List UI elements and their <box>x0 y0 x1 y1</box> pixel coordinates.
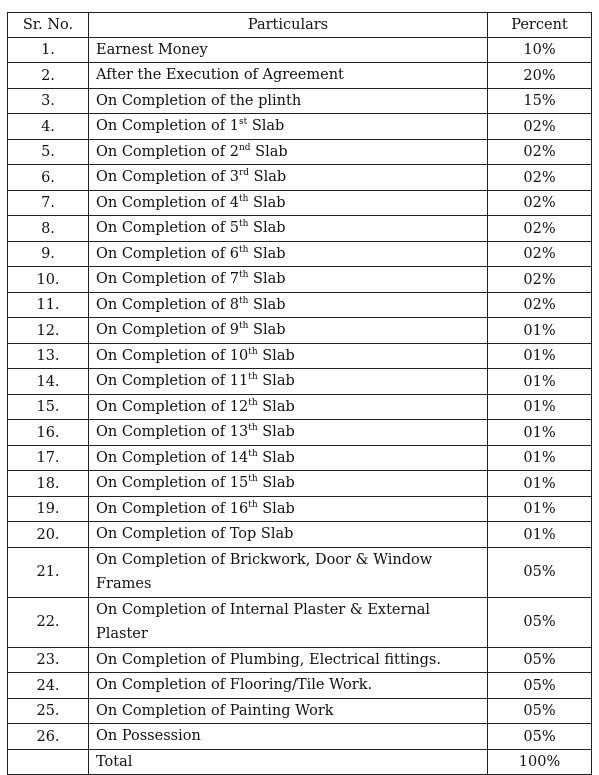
percent-cell: 01% <box>488 522 592 548</box>
particulars-cell <box>89 190 488 216</box>
particulars-text: On Completion of 5 <box>96 220 239 237</box>
particulars-cell <box>89 37 488 63</box>
particulars-cell <box>89 394 488 420</box>
particulars-text: On Completion of 9 <box>96 322 239 339</box>
particulars-cell <box>89 267 488 293</box>
particulars-text-suffix: Slab <box>257 500 295 517</box>
particulars-cell <box>89 88 488 114</box>
particulars-text: On Completion of 4 <box>96 194 239 211</box>
sr-no-cell: 23. <box>8 647 89 673</box>
percent-cell: 01% <box>488 369 592 395</box>
ordinal-suffix: th <box>238 321 249 332</box>
ordinal-suffix: th <box>238 244 249 255</box>
percent-cell: 02% <box>488 114 592 140</box>
particulars-text-suffix: Slab <box>257 475 295 492</box>
table-row <box>8 547 592 597</box>
particulars-text: On Completion of 13 <box>96 424 249 441</box>
table-row <box>8 216 592 242</box>
sr-no-cell: 1. <box>8 37 89 63</box>
table-row <box>8 63 592 89</box>
total-row <box>8 749 592 775</box>
percent-cell: 01% <box>488 394 592 420</box>
sr-no-cell: 18. <box>8 471 89 497</box>
table-row <box>8 267 592 293</box>
particulars-text: On Completion of 10 <box>96 347 249 364</box>
particulars-text: On Completion of 8 <box>96 296 239 313</box>
sr-no-cell: 14. <box>8 369 89 395</box>
header-percent: Percent <box>488 13 592 38</box>
ordinal-suffix: nd <box>238 142 251 153</box>
percent-cell: 01% <box>488 445 592 471</box>
particulars-cell <box>89 420 488 446</box>
percent-cell: 05% <box>488 673 592 699</box>
particulars-cell <box>89 343 488 369</box>
particulars-text: On Possession <box>96 728 201 745</box>
header-row <box>8 13 592 38</box>
ordinal-suffix: th <box>248 346 258 357</box>
particulars-cell <box>89 292 488 318</box>
particulars-cell <box>89 63 488 89</box>
percent-cell: 02% <box>488 216 592 242</box>
particulars-text-suffix: Slab <box>247 118 285 135</box>
particulars-text-suffix: Slab <box>248 296 286 313</box>
particulars-text: On Completion of Internal Plaster & External Plaster <box>96 601 431 643</box>
sr-no-cell: 3. <box>8 88 89 114</box>
percent-cell: 15% <box>488 88 592 114</box>
sr-no-cell: 10. <box>8 267 89 293</box>
particulars-cell <box>89 216 488 242</box>
header-sr-no: Sr. No. <box>8 13 89 38</box>
sr-no-cell: 21. <box>8 547 89 597</box>
table-row <box>8 724 592 750</box>
percent-cell: 01% <box>488 343 592 369</box>
table-row <box>8 369 592 395</box>
particulars-text: On Completion of 11 <box>96 373 249 390</box>
particulars-cell <box>89 647 488 673</box>
percent-cell: 02% <box>488 190 592 216</box>
particulars-text: On Completion of 6 <box>96 245 239 262</box>
ordinal-suffix: th <box>248 474 258 485</box>
table-row <box>8 241 592 267</box>
particulars-cell <box>89 673 488 699</box>
percent-cell: 20% <box>488 63 592 89</box>
sr-no-cell: 4. <box>8 114 89 140</box>
particulars-cell <box>89 114 488 140</box>
sr-no-cell: 22. <box>8 597 89 647</box>
total-sr-cell <box>8 749 89 775</box>
sr-no-cell: 13. <box>8 343 89 369</box>
percent-cell: 02% <box>488 139 592 165</box>
sr-no-cell: 16. <box>8 420 89 446</box>
particulars-text-suffix: Slab <box>257 449 295 466</box>
table-row <box>8 343 592 369</box>
percent-cell: 05% <box>488 698 592 724</box>
percent-cell: 02% <box>488 292 592 318</box>
particulars-text-suffix: Slab <box>257 398 295 415</box>
percent-cell: 05% <box>488 724 592 750</box>
percent-cell: 01% <box>488 471 592 497</box>
particulars-cell <box>89 369 488 395</box>
particulars-text: On Completion of Painting Work <box>96 702 334 719</box>
sr-no-cell: 15. <box>8 394 89 420</box>
ordinal-suffix: th <box>248 448 258 459</box>
table-row <box>8 597 592 647</box>
particulars-text-suffix: Slab <box>248 220 286 237</box>
sr-no-cell: 2. <box>8 63 89 89</box>
percent-cell: 01% <box>488 420 592 446</box>
table-row <box>8 673 592 699</box>
particulars-cell <box>89 241 488 267</box>
table-row <box>8 522 592 548</box>
table-row <box>8 165 592 191</box>
particulars-text: On Completion of 15 <box>96 475 249 492</box>
particulars-text: After the Execution of Agreement <box>96 67 344 84</box>
table-row <box>8 496 592 522</box>
particulars-cell <box>89 139 488 165</box>
particulars-text: On Completion of 2 <box>96 143 239 160</box>
particulars-text: On Completion of Flooring/Tile Work. <box>96 677 373 694</box>
sr-no-cell: 24. <box>8 673 89 699</box>
particulars-text-suffix: Slab <box>248 245 286 262</box>
particulars-cell <box>89 597 488 647</box>
sr-no-cell: 5. <box>8 139 89 165</box>
percent-cell: 02% <box>488 267 592 293</box>
sr-no-cell: 17. <box>8 445 89 471</box>
header-particulars: Particulars <box>89 13 488 38</box>
particulars-text-suffix: Slab <box>257 347 295 364</box>
total-percent: 100% <box>488 749 592 775</box>
table-row <box>8 114 592 140</box>
table-row <box>8 394 592 420</box>
particulars-cell <box>89 496 488 522</box>
payment-schedule-table <box>7 12 592 775</box>
table-row <box>8 37 592 63</box>
sr-no-cell: 11. <box>8 292 89 318</box>
particulars-text: On Completion of 16 <box>96 500 249 517</box>
particulars-text-suffix: Slab <box>248 322 286 339</box>
table-row <box>8 471 592 497</box>
sr-no-cell: 12. <box>8 318 89 344</box>
particulars-cell <box>89 522 488 548</box>
sr-no-cell: 26. <box>8 724 89 750</box>
total-label: Total <box>89 749 488 775</box>
particulars-text: On Completion of 14 <box>96 449 249 466</box>
ordinal-suffix: th <box>238 295 249 306</box>
ordinal-suffix: rd <box>238 168 250 179</box>
particulars-cell <box>89 547 488 597</box>
particulars-cell <box>89 165 488 191</box>
particulars-cell <box>89 445 488 471</box>
ordinal-suffix: th <box>248 423 258 434</box>
percent-cell: 10% <box>488 37 592 63</box>
table-row <box>8 318 592 344</box>
ordinal-suffix: th <box>238 193 249 204</box>
ordinal-suffix: st <box>238 117 248 128</box>
particulars-text: On Completion of 12 <box>96 398 249 415</box>
particulars-text: Earnest Money <box>96 41 208 58</box>
sr-no-cell: 9. <box>8 241 89 267</box>
particulars-text-suffix: Slab <box>250 143 288 160</box>
sr-no-cell: 7. <box>8 190 89 216</box>
particulars-cell <box>89 724 488 750</box>
table-row <box>8 420 592 446</box>
table-row <box>8 292 592 318</box>
percent-cell: 02% <box>488 165 592 191</box>
particulars-text-suffix: Slab <box>257 373 295 390</box>
particulars-text: On Completion of Brickwork, Door & Window Frames <box>96 551 433 593</box>
particulars-cell <box>89 318 488 344</box>
particulars-text-suffix: Slab <box>248 194 286 211</box>
table-row <box>8 190 592 216</box>
table-row <box>8 647 592 673</box>
particulars-cell <box>89 471 488 497</box>
sr-no-cell: 8. <box>8 216 89 242</box>
sr-no-cell: 25. <box>8 698 89 724</box>
ordinal-suffix: th <box>248 372 258 383</box>
particulars-text: On Completion of 7 <box>96 271 239 288</box>
particulars-cell <box>89 698 488 724</box>
ordinal-suffix: th <box>238 270 249 281</box>
particulars-text: On Completion of 1 <box>96 118 239 135</box>
table-row <box>8 88 592 114</box>
ordinal-suffix: th <box>248 397 258 408</box>
percent-cell: 05% <box>488 547 592 597</box>
percent-cell: 02% <box>488 241 592 267</box>
particulars-text: On Completion of Plumbing, Electrical fittings. <box>96 651 441 668</box>
percent-cell: 05% <box>488 597 592 647</box>
table-row <box>8 445 592 471</box>
particulars-text-suffix: Slab <box>249 169 287 186</box>
particulars-text: On Completion of the plinth <box>96 92 302 109</box>
sr-no-cell: 6. <box>8 165 89 191</box>
ordinal-suffix: th <box>238 219 249 230</box>
percent-cell: 01% <box>488 496 592 522</box>
table-row <box>8 139 592 165</box>
table-row <box>8 698 592 724</box>
sr-no-cell: 20. <box>8 522 89 548</box>
sr-no-cell: 19. <box>8 496 89 522</box>
percent-cell: 05% <box>488 647 592 673</box>
particulars-text: On Completion of Top Slab <box>96 526 294 543</box>
particulars-text-suffix: Slab <box>257 424 295 441</box>
particulars-text-suffix: Slab <box>248 271 286 288</box>
percent-cell: 01% <box>488 318 592 344</box>
ordinal-suffix: th <box>248 499 258 510</box>
particulars-text: On Completion of 3 <box>96 169 239 186</box>
